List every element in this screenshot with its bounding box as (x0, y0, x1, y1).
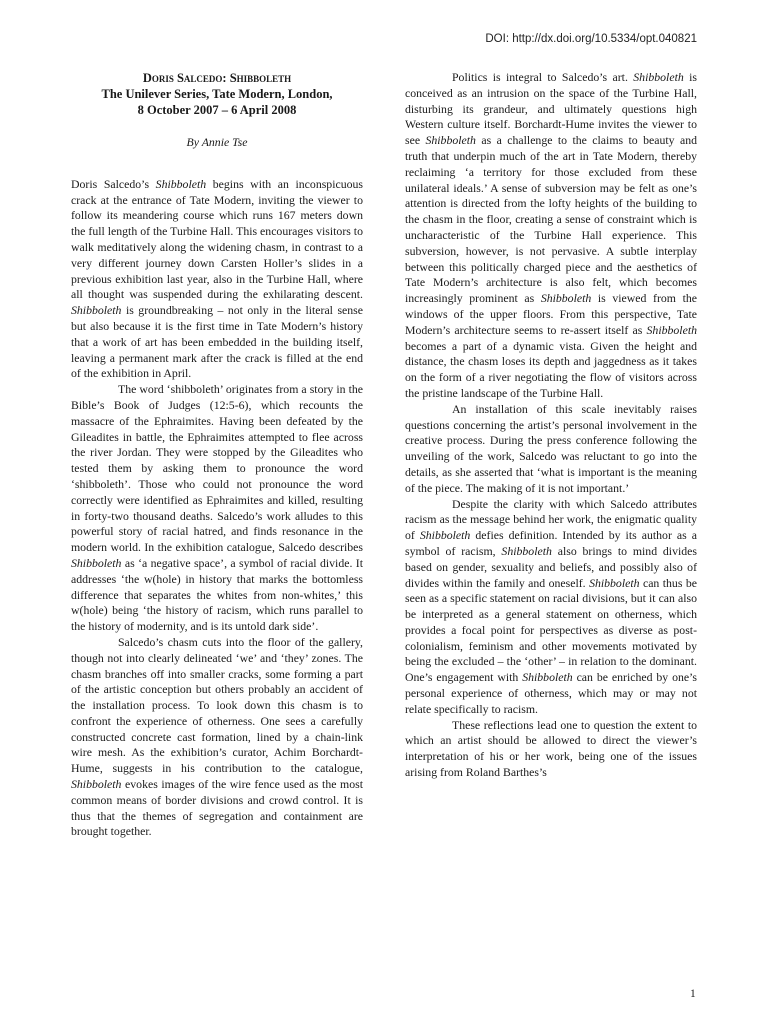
italic-text: Shibboleth (540, 291, 592, 306)
text-run: also brings to mind divides based on gender, sexuality and beliefs, and possibly also of divides within the family and oneself. (405, 543, 697, 590)
text-run: is groundbreaking – not only in the literal sense but also because it is the first time in Tate Modern’s history that a work of art has been embedded in the building itself, leaving a permanent mark after the crack is filled at the end of the exhibition in April. (71, 303, 363, 381)
italic-text: Shibboleth (71, 303, 122, 318)
paragraph (71, 382, 363, 635)
text-run: These reflections lead one to question the extent to which an artist should be allowed to direct the viewer’s interpretation of his or her work, being one of the issues arising from Roland Barthes’s (405, 717, 697, 780)
text-run: The word ‘shibboleth’ originates from a story in the Bible’s Book of Judges (12:5-6), which recounts the massacre of the Ephraimites. Having been defeated by the Gileadites in battle, the Ephraimites attempted to flee across the river Jordan. They were stopped by the Gileadites who tested them by asking them to pronounce the word ‘shibboleth’. Those who could not pronounce the word correctly were identified as Ephraimites and killed, resulting in forty-two thousand deaths. Salcedo’s work alludes to this powerful story of racial hatred, and finds resonance in the modern world. In the exhibition catalogue, Salcedo describes (71, 382, 363, 555)
article-title (71, 70, 363, 118)
right-paragraphs (405, 70, 697, 781)
doi-header[interactable]: DOI: http://dx.doi.org/10.5334/opt.040821 (485, 33, 697, 45)
title-line-1: Doris Salcedo: Shibboleth (142, 71, 292, 85)
text-run: Doris Salcedo’s (71, 176, 156, 191)
text-run: can be enriched by one’s personal experience of otherness, which may or may not relate specifically to racism. (405, 670, 697, 716)
italic-text: Shibboleth (155, 176, 207, 191)
paragraph (71, 635, 363, 840)
title-line-2: The Unilever Series, Tate Modern, London, (101, 87, 333, 101)
text-run: Salcedo’s chasm cuts into the floor of the gallery, though not into clearly delineated ‘we’ and ‘they’ zones. The chasm branches off into smaller cracks, some forming a part of the artistic conception but others probably an accident of the installation process. To look down this chasm is to confront the experience of otherness. One sees a carefully constructed concrete cast formation, lined by a chain-link wire mesh. As the exhibition’s curator, Achim Borchardt-Hume, suggests in his contribution to the catalogue, (71, 634, 363, 776)
text-run: Politics is integral to Salcedo’s art. (452, 70, 634, 84)
page-number: 1 (690, 988, 696, 1000)
italic-text: Shibboleth (425, 133, 476, 148)
italic-text: Shibboleth (71, 555, 122, 570)
paragraph (405, 718, 697, 781)
paragraph (405, 402, 697, 497)
left-column (71, 70, 363, 840)
text-run: Despite the clarity with which Salcedo attributes racism as the message behind her work, the enigmatic quality of (405, 496, 697, 543)
text-run: as ‘a negative space’, a symbol of racial divide. It addresses ‘the w(hole) in history that marks the bottomless difference that separates the whites from non-whites,’ this w(hole) being ‘the history of racism, which runs parallel to the history of modernity, and is its untold dark side’. (71, 555, 363, 634)
text-run: becomes a part of a dynamic vista. Given the height and distance, the chasm loses its depth and jaggedness as it takes on the form of a river negotiating the flow of visitors across the pristine landscape of the Turbine Hall. (405, 338, 697, 400)
byline: By Annie Tse (186, 135, 248, 149)
paragraph (405, 70, 697, 402)
text-run: evokes images of the wire fence used as the most common means of border divisions and crowd control. It is thus that the themes of segregation and containment are brought together. (71, 777, 363, 839)
text-run: begins with an inconspicuous crack at the entrance of Tate Modern, inviting the viewer to follow its meandering course which runs 167 meters down the full length of the Turbine Hall. This encourages visitors to walk meditatively along the widening chasm, in contrast to a very different journey down Carsten Holler’s slides in a previous exhibition last year, also in the Turbine Hall, where all thought was suspended during the exhilarating descent. (71, 176, 364, 302)
italic-text: Shibboleth (419, 528, 471, 543)
text-run: is conceived as an intrusion on the space of the Turbine Hall, disturbing its grandeur, and ultimately questions high Western culture itself. Borchardt-Hume invites the viewer to see (405, 70, 697, 148)
italic-text: Shibboleth (501, 543, 552, 558)
italic-text: Shibboleth (522, 670, 573, 685)
right-column (405, 70, 697, 781)
text-run: as a challenge to the claims to beauty and truth that underpin much of the art in Tate Modern, thereby reclaiming ‘a territory for those excluded from these unilateral ideals.’ A sense of subversion may be felt as one’s attention is directed from the lofty heights of the building to the chasm in the floor, creating a sense of constraint which is uncharacteristic of the Turbine Hall experience. This subversion, however, is not pervasive. A subtle interplay between this politically charged piece and the aesthetics of Tate Modern’s architecture is also felt, which becomes increasingly prominent as (405, 133, 697, 306)
italic-text: Shibboleth (589, 575, 640, 590)
italic-text: Shibboleth (633, 70, 684, 84)
title-line-3: 8 October 2007 – 6 April 2008 (137, 103, 297, 117)
text-run: An installation of this scale inevitably raises questions concerning the artist’s personal involvement in the creative process. During the press conference following the unveiling of the work, Salcedo was reluctant to go into the details, as she asserted that ‘what is important is the meaning of the piece. The making of it is not important.’ (405, 401, 697, 495)
italic-text: Shibboleth (646, 322, 697, 337)
italic-text: Shibboleth (71, 777, 122, 792)
paragraph (71, 177, 363, 382)
text-run: defies definition. Intended by its author as a symbol of racism, (405, 528, 698, 558)
text-run: can thus be seen as a specific statement on racial divisions, but it can also be interpreted as a general statement on otherness, which provides a focal point for perspectives as diverse as post-colonialism, feminism and other movements motivated by being the excluded – the ‘other’ – in relation to the dominant. One’s engagement with (405, 575, 697, 685)
paragraph (405, 497, 697, 718)
left-paragraphs (71, 177, 363, 840)
text-run: is viewed from the windows of the upper floors. From this perspective, Tate Modern’s architecture seems to re-assert itself as (405, 291, 697, 337)
